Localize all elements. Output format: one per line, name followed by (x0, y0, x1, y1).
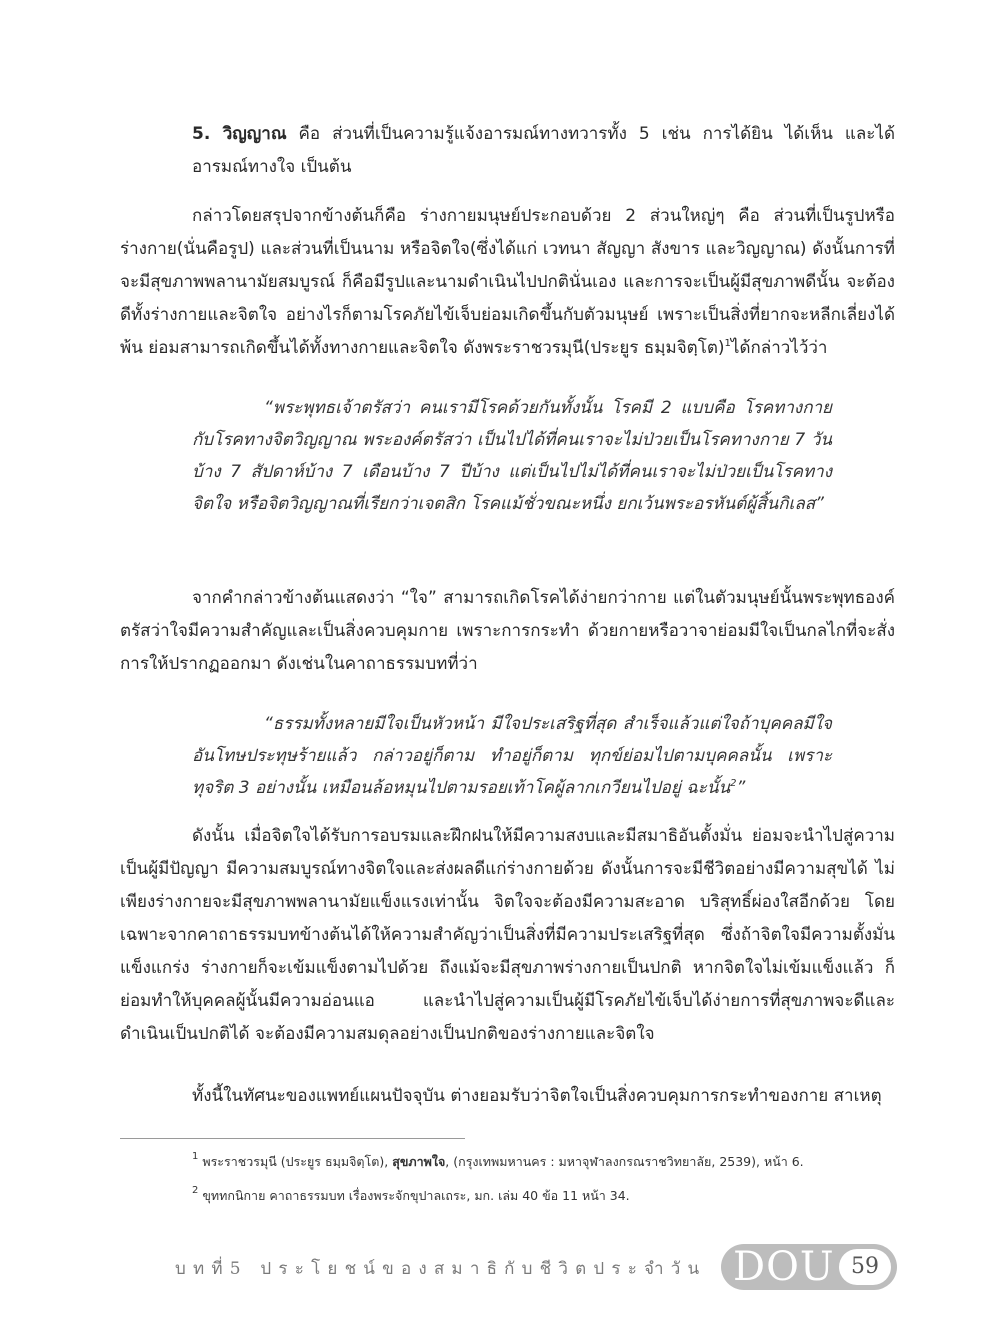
footnote-1 (192, 1152, 912, 1172)
footnote-1-number: 1 (192, 1151, 199, 1162)
quote-dhammapada (192, 708, 832, 804)
footnote-1-post: , (กรุงเทพมหานคร : มหาจุฬาลงกรณราชวิทยาลัย, 2539), หน้า 6. (445, 1154, 804, 1169)
footnote-ref-2[interactable]: 2 (730, 778, 737, 789)
footer-badge (721, 1244, 897, 1290)
page-number: 59 (839, 1249, 891, 1285)
footnote-1-pre: พระราชวรมุนี (ประยูร ธมฺมจิตฺโต), (198, 1154, 393, 1169)
paragraph-vinyana-text: คือ ส่วนที่เป็นความรู้แจ้งอารมณ์ทางทวารทั้ง 5 เช่น การได้ยิน ได้เห็น และได้อารมณ์ทางใจ เป็นต้น (192, 124, 895, 177)
paragraph-summary-text: กล่าวโดยสรุปจากข้างต้นก็คือ ร่างกายมนุษย์ประกอบด้วย 2 ส่วนใหญ่ๆ คือ ส่วนที่เป็นรูปหรือร่างกาย(นั่นคือรูป) และส่วนที่เป็นนาม หรือจิตใจ(ซึ่งได้แก่ เวทนา สัญญา สังขาร และวิญญาณ) ดังนั้นการที่จะมีสุขภาพพลานามัยสมบูรณ์ ก็คือมีรูปและนามดำเนินไปปกตินั่นเอง และการจะเป็นผู้มีสุขภาพดีนั้น จะต้องดีทั้งร่างกายและจิตใจ อย่างไรก็ตามโรคภัยไข้เจ็บย่อมเกิดขึ้นกับตัวมนุษย์ เพราะเป็นสิ่งที่ยากจะหลีกเลี่ยงได้พ้น ย่อมสามารถเกิดขึ้นได้ทั้งทางกายและจิตใจ ดังพระราชวรมุนี(ประยูร ธมฺมจิตฺโต) (120, 206, 895, 358)
dou-logo: DOU (733, 1244, 835, 1290)
quote-dhammapada-text: “ธรรมทั้งหลายมีใจเป็นหัวหน้า มีใจประเสริฐที่สุด สำเร็จแล้วแต่ใจถ้าบุคคลมีใจอันโทษประทุษร้ายแล้ว กล่าวอยู่ก็ตาม ทำอยู่ก็ตาม ทุกข์ย่อมไปตามบุคคลนั้น เพราะทุจริต 3 อย่างนั้น เหมือนล้อหมุนไปตามรอยเท้าโคผู้ลากเกวียนไปอยู่ ฉะนั้น (192, 714, 832, 798)
footnote-2-text: ขุททกนิกาย คาถาธรรมบท เรื่องพระจักขุปาลเถระ, มก. เล่ม 40 ข้อ 11 หน้า 34. (198, 1188, 630, 1203)
quote-dhammapada-close: ” (736, 778, 746, 798)
footnote-2-number: 2 (192, 1185, 199, 1196)
paragraph-training-mind: ดังนั้น เมื่อจิตใจได้รับการอบรมและฝึกฝนให้มีความสงบและมีสมาธิอันตั้งมั่น ย่อมจะนำไปสู่ความเป็นผู้มีปัญญา มีความสมบูรณ์ทางจิตใจและส่งผลดีแก่ร่างกายด้วย ดังนั้นการจะมีชีวิตอย่างมีความสุขได้ ไม่เพียงร่างกายจะมีสุขภาพพลานามัยแข็งแรงเท่านั้น จิตใจจะต้องมีความสะอาด บริสุทธิ์ผ่องใสอีกด้วย โดยเฉพาะจากคาถาธรรมบทข้างต้นได้ให้ความสำคัญว่าเป็นสิ่งที่มีความประเสริฐที่สุด ซึ่งถ้าจิตใจมีความตั้งมั่น แข็งแกร่ง ร่างกายก็จะเข้มแข็งตามไปด้วย ถึงแม้จะมีสุขภาพร่างกายเป็นปกติ หากจิตใจไม่เข้มแข็งแล้ว ก็ย่อมทำให้บุคคลผู้นั้นมีความอ่อนแอ และนำไปสู่ความเป็นผู้มีโรคภัยไข้เจ็บได้ง่ายการที่สุขภาพจะดีและดำเนินเป็นปกติได้ จะต้องมีความสมดุลอย่างเป็นปกติของร่างกายและจิตใจ (120, 826, 895, 1044)
footer-chapter-title: บทที่5 ประโยชน์ของสมาธิกับชีวิตประจำวัน (175, 1259, 707, 1279)
footnote-divider (120, 1138, 465, 1139)
paragraph-mind-control: จากคำกล่าวข้างต้นแสดงว่า “ใจ” สามารถเกิดโรคได้ง่ายกว่ากาย แต่ในตัวมนุษย์นั้นพระพุทธองค์ตรัสว่าใจมีความสำคัญและเป็นสิ่งควบคุมกาย เพราะการกระทำ ด้วยกายหรือวาจาย่อมมีใจเป็นกลไกที่จะสั่งการให้ปรากฏออกมา ดังเช่นในคาถาธรรมบทที่ว่า (120, 588, 895, 674)
quote-buddha-disease: “พระพุทธเจ้าตรัสว่า คนเรามีโรคด้วยกันทั้งนั้น โรคมี 2 แบบคือ โรคทางกายกับโรคทางจิตวิญญาณ พระองค์ตรัสว่า เป็นไปได้ที่คนเราจะไม่ป่วยเป็นโรคทางกาย 7 วันบ้าง 7 สัปดาห์บ้าง 7 เดือนบ้าง 7 ปีบ้าง แต่เป็นไปไม่ได้ที่คนเราจะไม่ป่วยเป็นโรคทางจิตใจ หรือจิตวิญญาณที่เรียกว่าเจตสิก โรคแม้ชั่วขณะหนึ่ง ยกเว้นพระอรหันต์ผู้สิ้นกิเลส” (192, 398, 832, 514)
paragraph-modern-medicine: ทั้งนี้ในทัศนะของแพทย์แผนปัจจุบัน ต่างยอมรับว่าจิตใจเป็นสิ่งควบคุมการกระทำของกาย สาเหตุ (192, 1086, 882, 1106)
footnote-ref-1[interactable]: 1 (724, 338, 731, 349)
paragraph-vinyana (192, 118, 895, 184)
footnote-1-title: สุขภาพใจ (392, 1154, 446, 1169)
footnote-2 (192, 1186, 912, 1206)
paragraph-summary-tail: ได้กล่าวไว้ว่า (730, 338, 828, 358)
paragraph-summary (120, 200, 895, 365)
term-vinyana: 5. วิญญาณ (192, 124, 287, 144)
